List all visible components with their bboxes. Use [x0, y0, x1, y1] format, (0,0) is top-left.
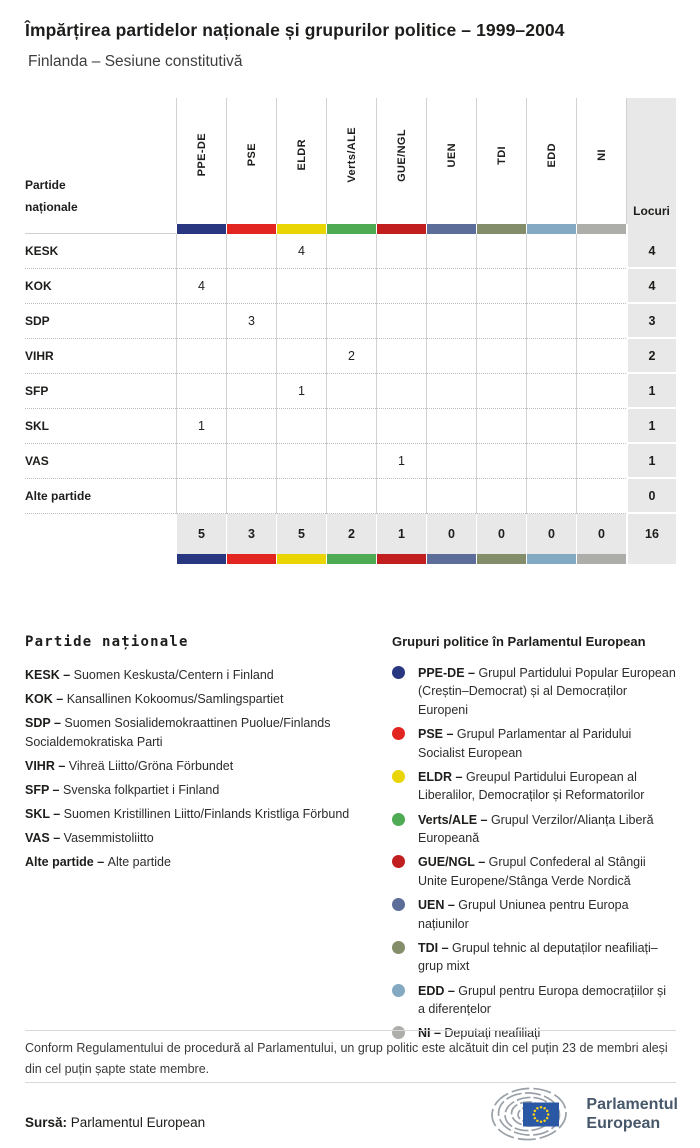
table-row	[25, 339, 676, 374]
party-abbr: KOK –	[25, 692, 67, 706]
color-bar-ELDR	[276, 554, 326, 564]
seats-column-header: Locuri	[626, 98, 676, 224]
color-bar-UEN	[426, 554, 476, 564]
seat-value-cell	[426, 444, 476, 479]
seat-value-cell	[326, 269, 376, 304]
seat-value-cell	[576, 269, 626, 304]
bar-seats-spacer	[626, 224, 676, 234]
source-line	[25, 1115, 205, 1130]
group-legend-text	[418, 896, 676, 933]
seat-value-cell	[176, 304, 226, 339]
party-full-name: Vihreä Liitto/Gröna Förbundet	[68, 758, 234, 773]
group-total-cell: 2	[326, 514, 376, 554]
group-abbr: NI –	[418, 1026, 445, 1041]
group-legend-item	[392, 896, 676, 933]
seat-value-cell	[326, 479, 376, 514]
group-abbr: ELDR –	[418, 769, 466, 784]
seat-value-cell	[576, 234, 626, 269]
party-full-name: Suomen Keskusta/Centern i Finland	[73, 668, 274, 682]
seat-value-cell	[276, 339, 326, 374]
party-seats-cell: 1	[626, 409, 676, 444]
seat-value-cell	[226, 409, 276, 444]
group-legend-items	[392, 664, 676, 1043]
page-title: Împărțirea partidelor naționale și grupurilor politice – 1999–2004	[25, 20, 565, 40]
party-seats-cell: 4	[626, 269, 676, 304]
group-color-dot	[392, 855, 405, 868]
party-label: KESK	[25, 234, 176, 269]
seat-value-cell	[476, 339, 526, 374]
color-bar-PSE	[226, 554, 276, 564]
seat-value-cell	[276, 304, 326, 339]
party-legend-items	[25, 666, 372, 871]
footnote: Conform Regulamentului de procedură al Parlamentului, un grup politic este alcătuit din cel puțin 23 de membri aleși din cel puțin șapte state membre.	[25, 1041, 668, 1076]
group-legend-text	[418, 725, 676, 762]
table-totals-row	[25, 514, 676, 554]
seat-value-cell	[226, 444, 276, 479]
seat-value-cell	[376, 479, 426, 514]
seat-value-cell	[226, 479, 276, 514]
color-bar-Verts/ALE	[326, 554, 376, 564]
party-label: VIHR	[25, 339, 176, 374]
group-abbr: EDD –	[418, 983, 459, 998]
seat-value-cell	[276, 409, 326, 444]
seat-value-cell	[376, 234, 426, 269]
party-group-table	[25, 98, 676, 564]
group-legend-item	[392, 664, 676, 719]
color-bar-PSE	[226, 224, 276, 234]
group-column-header	[576, 98, 626, 224]
party-legend-item	[25, 781, 372, 800]
seat-value-cell: 2	[326, 339, 376, 374]
party-full-name: Alte partide	[107, 854, 171, 869]
seat-value-cell	[426, 374, 476, 409]
source-label: Sursă:	[25, 1115, 68, 1130]
group-column-label: PSE	[245, 143, 258, 167]
seat-value-cell	[526, 374, 576, 409]
seat-value-cell	[526, 409, 576, 444]
group-full-name: Grupul Parlamentar al Paridului Socialist European	[418, 727, 632, 760]
bar-seats-spacer	[626, 554, 676, 564]
party-abbr: VAS –	[25, 830, 64, 845]
color-bar-EDD	[526, 554, 576, 564]
group-legend-item	[392, 768, 676, 805]
row-header-label	[25, 98, 176, 224]
seat-value-cell	[176, 444, 226, 479]
party-full-name: Vasemmistoliitto	[63, 830, 154, 845]
bar-spacer	[25, 554, 176, 564]
table-header-row	[25, 98, 676, 224]
group-abbr: UEN –	[418, 898, 459, 913]
color-bar-GUE/NGL	[376, 554, 426, 564]
seat-value-cell	[576, 409, 626, 444]
color-bar-PPE-DE	[176, 554, 226, 564]
color-bar-row-top	[25, 224, 676, 234]
party-label: Alte partide	[25, 479, 176, 514]
seat-value-cell	[426, 479, 476, 514]
party-full-name: Suomen Sosialidemokraattinen Puolue/Finlands Socialdemokratiska Parti	[25, 716, 331, 749]
group-total-cell: 0	[426, 514, 476, 554]
ep-logo-line2: European	[586, 1115, 661, 1132]
seat-value-cell	[576, 479, 626, 514]
seat-value-cell: 4	[176, 269, 226, 304]
group-column-label: PPE-DE	[195, 133, 208, 177]
seat-value-cell	[226, 339, 276, 374]
table-row	[25, 234, 676, 269]
seat-value-cell	[326, 374, 376, 409]
group-legend-text	[418, 664, 676, 719]
seat-value-cell	[526, 479, 576, 514]
party-legend	[25, 634, 392, 1049]
party-legend-item	[25, 757, 372, 776]
color-bar-NI	[576, 224, 626, 234]
seat-value-cell	[476, 409, 526, 444]
group-color-dot	[392, 898, 405, 911]
bar-spacer	[25, 224, 176, 234]
group-legend-item	[392, 982, 676, 1019]
color-bar-NI	[576, 554, 626, 564]
seat-value-cell	[326, 444, 376, 479]
seat-value-cell	[476, 304, 526, 339]
group-legend-heading: Grupuri politice în Parlamentul European	[392, 634, 646, 649]
color-bar-UEN	[426, 224, 476, 234]
legends	[25, 634, 676, 1049]
party-full-name: Kansallinen Kokoomus/Samlingspartiet	[66, 692, 284, 706]
group-legend-text	[418, 811, 676, 848]
seat-value-cell	[476, 234, 526, 269]
group-abbr: TDI –	[418, 940, 453, 955]
table-row	[25, 409, 676, 444]
seat-value-cell: 1	[276, 374, 326, 409]
seat-value-cell	[226, 234, 276, 269]
totals-spacer	[25, 514, 176, 554]
group-legend-text	[418, 982, 676, 1019]
seat-value-cell: 1	[176, 409, 226, 444]
party-legend-item	[25, 829, 372, 848]
party-legend-item	[25, 805, 372, 824]
group-total-cell: 3	[226, 514, 276, 554]
seat-value-cell	[426, 234, 476, 269]
group-column-label: GUE/NGL	[395, 128, 408, 182]
source-value: Parlamentul European	[67, 1115, 206, 1130]
seat-value-cell	[176, 234, 226, 269]
group-column-header	[226, 98, 276, 224]
group-legend-item	[392, 811, 676, 848]
group-legend-item	[392, 725, 676, 762]
seat-value-cell	[276, 444, 326, 479]
seat-value-cell	[326, 409, 376, 444]
party-label: KOK	[25, 269, 176, 304]
seat-value-cell	[276, 269, 326, 304]
group-full-name: Grupul Verzilor/Alianța Liberă Europeană	[418, 812, 654, 845]
group-full-name: Deputați neafiliați	[444, 1026, 541, 1041]
seat-value-cell	[376, 269, 426, 304]
seat-value-cell	[226, 269, 276, 304]
color-bar-Verts/ALE	[326, 224, 376, 234]
party-legend-item	[25, 666, 372, 685]
group-column-header	[376, 98, 426, 224]
seat-value-cell	[326, 234, 376, 269]
seat-value-cell	[576, 339, 626, 374]
color-bar-TDI	[476, 554, 526, 564]
group-color-dot	[392, 770, 405, 783]
group-total-cell: 0	[576, 514, 626, 554]
seat-value-cell: 1	[376, 444, 426, 479]
seat-value-cell	[176, 339, 226, 374]
seat-value-cell	[376, 339, 426, 374]
table-row	[25, 269, 676, 304]
group-color-dot	[392, 727, 405, 740]
party-abbr: SFP –	[25, 782, 63, 797]
seat-value-cell	[526, 234, 576, 269]
seat-value-cell	[426, 269, 476, 304]
group-legend-text	[418, 939, 676, 976]
group-abbr: Verts/ALE –	[418, 812, 491, 827]
group-abbr: PPE-DE –	[418, 666, 479, 680]
group-column-label: ELDR	[295, 139, 308, 171]
party-seats-cell: 2	[626, 339, 676, 374]
group-column-header	[426, 98, 476, 224]
group-legend-text	[418, 853, 676, 890]
divider-bottom	[25, 1082, 676, 1083]
party-seats-cell: 4	[626, 234, 676, 269]
ep-logo	[487, 1086, 678, 1144]
seat-value-cell	[376, 409, 426, 444]
seat-value-cell	[476, 374, 526, 409]
party-abbr: SKL –	[25, 806, 64, 821]
party-label: SFP	[25, 374, 176, 409]
seat-value-cell	[576, 304, 626, 339]
group-column-label: Verts/ALE	[345, 127, 358, 183]
seat-value-cell	[576, 444, 626, 479]
table-row	[25, 374, 676, 409]
party-seats-cell: 1	[626, 444, 676, 479]
party-full-name: Svenska folkpartiet i Finland	[62, 782, 220, 797]
group-column-header	[276, 98, 326, 224]
group-column-label: TDI	[495, 145, 508, 165]
seat-value-cell	[476, 479, 526, 514]
page-subtitle: Finlanda – Sesiune constitutivă	[28, 53, 243, 70]
seat-value-cell	[476, 444, 526, 479]
table-row	[25, 479, 676, 514]
group-full-name: Grupul Uniunea pentru Europa națiunilor	[418, 898, 629, 931]
group-full-name: Grupul Confederal al Stângii Unite Europene/Stânga Verde Nordică	[418, 855, 646, 888]
group-abbr: GUE/NGL –	[418, 855, 489, 870]
party-abbr: Alte partide –	[25, 854, 108, 869]
row-header-line: Partide	[25, 178, 66, 192]
group-column-header	[176, 98, 226, 224]
color-bar-ELDR	[276, 224, 326, 234]
seat-value-cell	[426, 339, 476, 374]
seat-value-cell	[376, 374, 426, 409]
seat-value-cell	[526, 269, 576, 304]
color-bar-row-bottom	[25, 554, 676, 564]
party-legend-heading: Partide naționale	[25, 634, 189, 650]
table-row	[25, 304, 676, 339]
seat-value-cell	[276, 479, 326, 514]
party-label: VAS	[25, 444, 176, 479]
group-abbr: PSE –	[418, 727, 457, 742]
group-legend-item	[392, 853, 676, 890]
seat-value-cell	[576, 374, 626, 409]
group-legend-item	[392, 939, 676, 976]
seat-value-cell	[526, 339, 576, 374]
party-abbr: SDP –	[25, 716, 65, 730]
group-column-header	[526, 98, 576, 224]
seat-value-cell	[526, 444, 576, 479]
group-full-name: Grupul pentru Europa democrațiilor și a diferențelor	[418, 983, 667, 1016]
group-color-dot	[392, 984, 405, 997]
group-color-dot	[392, 941, 405, 954]
group-legend-text	[418, 768, 676, 805]
color-bar-TDI	[476, 224, 526, 234]
party-label: SKL	[25, 409, 176, 444]
seat-value-cell	[376, 304, 426, 339]
group-column-label: UEN	[445, 142, 458, 168]
party-abbr: KESK –	[25, 668, 74, 682]
group-total-cell: 5	[276, 514, 326, 554]
group-total-cell: 5	[176, 514, 226, 554]
divider-top	[25, 1030, 676, 1031]
color-bar-GUE/NGL	[376, 224, 426, 234]
group-column-label: EDD	[545, 142, 558, 168]
group-full-name: Greupul Partidului European al Liberalilor, Democraților și Reformatorilor	[418, 769, 645, 803]
group-column-header	[326, 98, 376, 224]
party-legend-item	[25, 690, 372, 709]
grand-total-cell: 16	[626, 514, 676, 554]
group-column-label: NI	[595, 149, 608, 161]
group-total-cell: 0	[476, 514, 526, 554]
group-column-header	[476, 98, 526, 224]
group-legend	[392, 634, 676, 1049]
group-color-dot	[392, 666, 405, 679]
table-row	[25, 444, 676, 479]
party-seats-cell: 3	[626, 304, 676, 339]
party-legend-item	[25, 714, 372, 751]
group-full-name: Grupul Partidului Popular European (Creștin–Democrat) și al Democraților Europeni	[418, 666, 676, 717]
seat-value-cell: 4	[276, 234, 326, 269]
seat-value-cell	[426, 409, 476, 444]
seat-value-cell: 3	[226, 304, 276, 339]
party-legend-item	[25, 853, 372, 872]
party-label: SDP	[25, 304, 176, 339]
group-total-cell: 1	[376, 514, 426, 554]
party-abbr: VIHR –	[25, 758, 69, 773]
seat-value-cell	[526, 304, 576, 339]
party-seats-cell: 1	[626, 374, 676, 409]
group-total-cell: 0	[526, 514, 576, 554]
color-bar-PPE-DE	[176, 224, 226, 234]
party-seats-cell: 0	[626, 479, 676, 514]
seat-value-cell	[226, 374, 276, 409]
ep-logo-text	[586, 1096, 678, 1134]
party-full-name: Suomen Kristillinen Liitto/Finlands Kristliga Förbund	[63, 806, 350, 821]
row-header-line: naționale	[25, 200, 78, 214]
ep-hemicycle-icon	[487, 1086, 577, 1144]
seat-value-cell	[176, 479, 226, 514]
ep-logo-line1: Parlamentul	[586, 1096, 678, 1114]
seat-value-cell	[426, 304, 476, 339]
group-color-dot	[392, 813, 405, 826]
group-full-name: Grupul tehnic al deputaților neafiliați– grup mixt	[418, 940, 658, 974]
seat-value-cell	[176, 374, 226, 409]
color-bar-EDD	[526, 224, 576, 234]
seat-value-cell	[476, 269, 526, 304]
seat-value-cell	[326, 304, 376, 339]
